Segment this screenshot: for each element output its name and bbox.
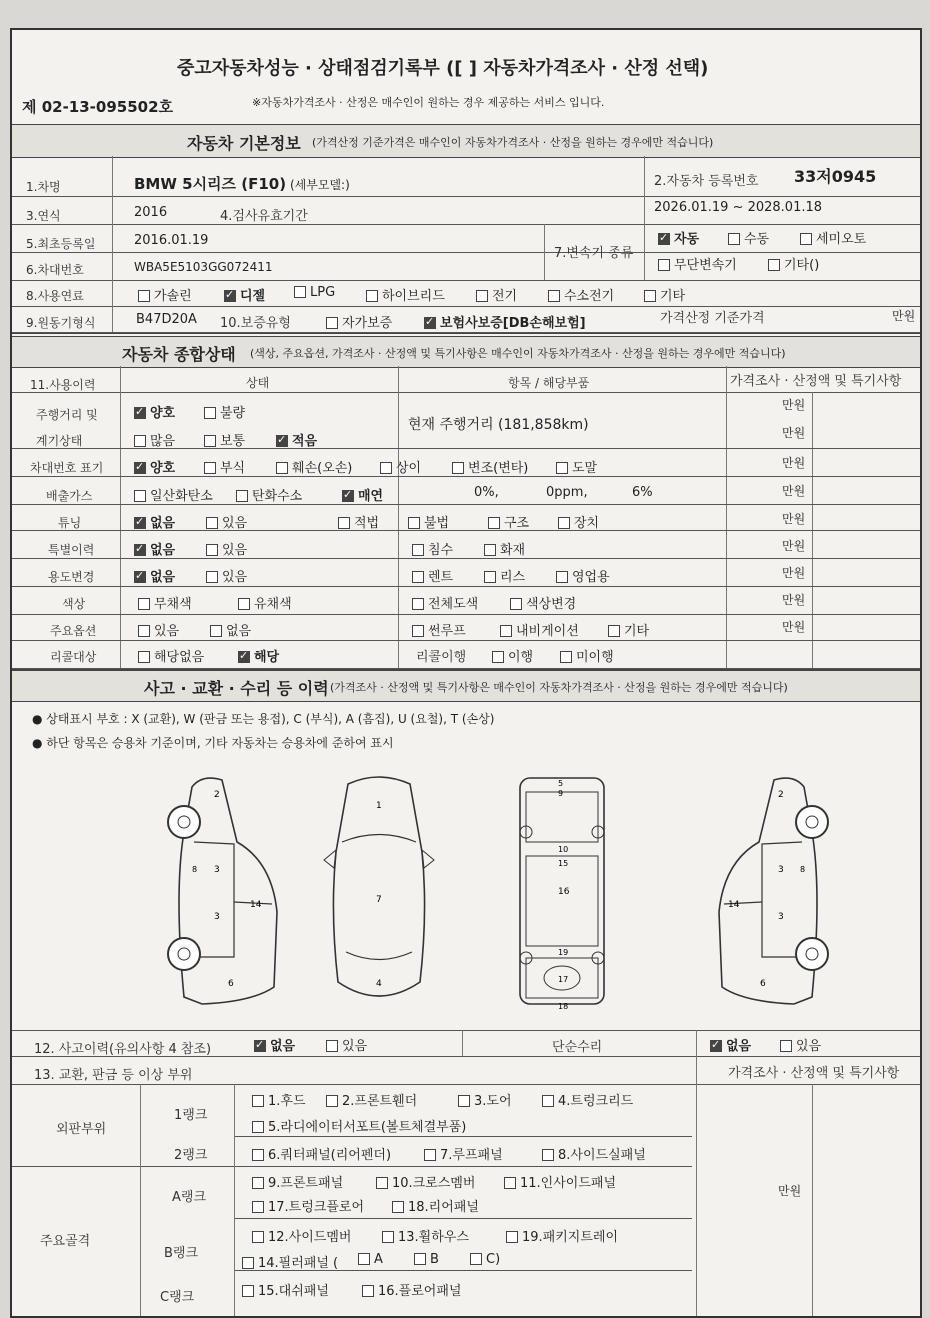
special-flood-option[interactable]: 침수 (412, 539, 453, 558)
car-frame-diagram (512, 772, 612, 1012)
option-navigation-checkbox[interactable] (500, 625, 512, 637)
fuel-lpg-checkbox[interactable] (294, 286, 306, 298)
emission-hc-checkbox[interactable] (236, 490, 248, 502)
color-chromatic-option[interactable]: 유채색 (238, 593, 292, 612)
part-trunk-lid[interactable]: 4.트렁크리드 (542, 1090, 633, 1109)
usechange-yes-checkbox[interactable] (206, 571, 218, 583)
gauge-label: 계기상태 (36, 434, 83, 448)
tuning-none-checkbox[interactable] (134, 517, 146, 529)
main-options-label: 주요옵션 (50, 624, 97, 638)
options-yes-option[interactable]: 있음 (138, 620, 179, 639)
warranty-self-checkbox[interactable] (326, 317, 338, 329)
trans-auto-checkbox[interactable] (658, 233, 670, 245)
accident-yes-checkbox[interactable] (326, 1040, 338, 1052)
svg-text:3: 3 (214, 865, 220, 875)
usechange-rent-checkbox[interactable] (412, 571, 424, 583)
rankA-label: A랭크 (172, 1190, 207, 1205)
special-fire-checkbox[interactable] (484, 544, 496, 556)
fuel-hybrid-option[interactable]: 하이브리드 (366, 285, 445, 304)
rankB-label: B랭크 (164, 1246, 199, 1261)
color-change-option[interactable]: 색상변경 (510, 593, 576, 612)
color-change-checkbox[interactable] (510, 598, 522, 610)
accident-title: 사고 · 교환 · 수리 등 이력 (144, 679, 329, 698)
status-note: (색상, 주요옵션, 가격조사 · 산정액 및 특기사항은 매수인이 자동차가격조사 · 산정을 원하는 경우에만 적습니다) (250, 347, 786, 360)
recall-done-checkbox[interactable] (492, 651, 504, 663)
usechange-lease-checkbox[interactable] (484, 571, 496, 583)
emission-hc-value: 0ppm, (546, 485, 588, 500)
usechange-business-checkbox[interactable] (556, 571, 568, 583)
tuning-price-unit: 만원 (782, 512, 806, 526)
emission-co-option[interactable]: 일산화탄소 (134, 485, 213, 504)
fuel-gasoline-checkbox[interactable] (138, 290, 150, 302)
part-pillar-panel[interactable]: 14.필러패널 ( (242, 1252, 338, 1271)
vin-price-unit: 만원 (782, 456, 806, 470)
simple-repair-label: 단순수리 (552, 1040, 603, 1055)
trans-manual-checkbox[interactable] (728, 233, 740, 245)
rank1-label: 1랭크 (174, 1108, 208, 1123)
document-number: 제 02-13-095502호 (22, 98, 174, 116)
vin-mismatch-option[interactable]: 상이 (380, 457, 421, 476)
trans-cvt-option[interactable]: 무단변속기 (658, 254, 737, 273)
price-base-unit: 만원 (892, 309, 916, 323)
emission-smoke-option[interactable]: ✓ 매연 (342, 485, 383, 504)
part-side-member[interactable]: 12.사이드멤버 (252, 1226, 351, 1245)
vin-value: WBA5E5103GG072411 (134, 260, 273, 274)
tuning-illegal-option[interactable]: 불법 (408, 512, 449, 531)
option-other-option[interactable]: 기타 (608, 620, 649, 639)
part-wheel-house[interactable]: 13.휠하우스 (382, 1226, 469, 1245)
tuning-yes-checkbox[interactable] (206, 517, 218, 529)
fuel-diesel-checkbox[interactable] (224, 290, 236, 302)
options-yes-checkbox[interactable] (138, 625, 150, 637)
accident-none-option[interactable]: ✓ 없음 (254, 1035, 295, 1054)
vin-marking-label: 차대번호 표기 (30, 461, 104, 475)
fuel-hydrogen-checkbox[interactable] (548, 290, 560, 302)
svg-text:4: 4 (376, 979, 382, 989)
warranty-self-option[interactable]: 자가보증 (326, 312, 392, 331)
color-label: 색상 (62, 597, 86, 611)
emission-label: 배출가스 (46, 489, 93, 503)
svg-text:19: 19 (558, 948, 569, 957)
use-change-label: 용도변경 (48, 570, 95, 584)
part-floor-panel[interactable]: 16.플로어패널 (362, 1280, 461, 1299)
accident-note: (가격조사 · 산정액 및 특기사항은 매수인이 자동차가격조사 · 산정을 원하는 경우에만 적습니다) (330, 681, 788, 694)
accident-yes-option[interactable]: 있음 (326, 1035, 367, 1054)
vin-smeared-checkbox[interactable] (556, 462, 568, 474)
part-hood[interactable]: 1.후드 (252, 1090, 306, 1109)
vin-altered-option[interactable]: 변조(변타) (452, 457, 528, 476)
tuning-structure-checkbox[interactable] (488, 517, 500, 529)
status-title: 자동차 종합상태 (122, 345, 236, 364)
main-frame-label: 주요골격 (40, 1234, 91, 1249)
odometer-bad-checkbox[interactable] (204, 407, 216, 419)
inspection-period: 2026.01.19 ~ 2028.01.18 (654, 200, 823, 215)
svg-text:15: 15 (558, 859, 569, 868)
rankC-label: C랭크 (160, 1290, 195, 1305)
usage-col-header: 11.사용이력 (30, 378, 96, 392)
document-title: 중고자동차성능 · 상태점검기록부 ([ ] 자동차가격조사 · 산정 선택) (177, 58, 709, 79)
svg-text:6: 6 (760, 979, 766, 989)
recall-none-checkbox[interactable] (138, 651, 150, 663)
odometer-reading: 현재 주행거리 (181,858km) (408, 417, 589, 433)
fuel-other-option[interactable]: 기타 (644, 285, 685, 304)
emission-hc-option[interactable]: 탄화수소 (236, 485, 302, 504)
first-reg-value: 2016.01.19 (134, 233, 209, 248)
vin-mismatch-checkbox[interactable] (380, 462, 392, 474)
inspection-label: 4.검사유효기간 (220, 209, 308, 224)
svg-text:9: 9 (558, 789, 564, 798)
reg-no-label: 2.자동차 등록번호 (654, 174, 759, 189)
trans-semi-auto-checkbox[interactable] (800, 233, 812, 245)
gauge-price-unit: 만원 (782, 426, 806, 440)
car-detail-model: (세부모델:) (290, 178, 350, 192)
usechange-price-unit: 만원 (782, 566, 806, 580)
engine-value: B47D20A (136, 312, 197, 327)
basic-info-title: 자동차 기본정보 (187, 134, 301, 153)
color-fullpaint-checkbox[interactable] (412, 598, 424, 610)
recall-applicable-option[interactable]: ✓ 해당 (238, 646, 279, 665)
fuel-other-checkbox[interactable] (644, 290, 656, 302)
recall-applicable-checkbox[interactable] (238, 651, 250, 663)
tuning-device-checkbox[interactable] (558, 517, 570, 529)
tuning-illegal-checkbox[interactable] (408, 517, 420, 529)
trans-semi-auto-option[interactable]: 세미오토 (800, 228, 866, 247)
recall-none-option[interactable]: 해당없음 (138, 646, 204, 665)
legend-symbols: ● 상태표시 부호 : X (교환), W (판금 또는 용접), C (부식), A (흠집), U (요철), T (손상) (32, 712, 495, 726)
svg-text:10: 10 (558, 845, 569, 854)
part-front-fender[interactable]: 2.프론트휀더 (326, 1090, 417, 1109)
vin-label: 6.차대번호 (26, 263, 84, 277)
trans-cvt-checkbox[interactable] (658, 259, 670, 271)
part-quarter-panel[interactable]: 6.쿼터패널(리어펜더) (252, 1144, 391, 1163)
transmission-label: 7.변속기 종류 (554, 246, 634, 261)
part-door[interactable]: 3.도어 (458, 1090, 512, 1109)
recall-not-done-checkbox[interactable] (560, 651, 572, 663)
fuel-hydrogen-option[interactable]: 수소전기 (548, 285, 614, 304)
vin-good-option[interactable]: ✓ 양호 (134, 457, 175, 476)
warranty-insurer-option[interactable]: ✓ 보험사보증[DB손해보험] (424, 312, 586, 331)
first-reg-label: 5.최초등록일 (26, 237, 96, 251)
fuel-lpg-option[interactable]: LPG (294, 285, 335, 300)
mileage-low-checkbox[interactable] (276, 435, 288, 447)
part-radiator-support[interactable]: 5.라디에이터서포트(볼트체결부품) (252, 1116, 466, 1135)
basic-info-header (12, 124, 920, 158)
mileage-high-option[interactable]: 많음 (134, 430, 175, 449)
vin-damaged-option[interactable]: 훼손(오손) (276, 457, 352, 476)
svg-text:2: 2 (214, 790, 220, 800)
special-fire-option[interactable]: 화재 (484, 539, 525, 558)
accident-history-label: 12. 사고이력(유의사항 4 참조) (34, 1042, 212, 1057)
car-top-diagram (320, 772, 438, 1012)
vin-corrosion-option[interactable]: 부식 (204, 457, 245, 476)
tuning-yes-option[interactable]: 있음 (206, 512, 247, 531)
trans-other-checkbox[interactable] (768, 259, 780, 271)
tuning-structure-option[interactable]: 구조 (488, 512, 529, 531)
car-name-label: 1.차명 (26, 180, 61, 194)
fuel-diesel-option[interactable]: ✓ 디젤 (224, 285, 265, 304)
repair-none-option[interactable]: ✓ 없음 (710, 1035, 751, 1054)
odometer-good-option[interactable]: ✓ 양호 (134, 402, 175, 421)
option-sunroof-option[interactable]: 썬루프 (412, 620, 466, 639)
mileage-normal-option[interactable]: 보통 (204, 430, 245, 449)
option-navigation-option[interactable]: 내비게이션 (500, 620, 579, 639)
status-header (12, 336, 920, 368)
basic-info-note: (가격산정 기준가격은 매수인이 자동차가격조사 · 산정을 원하는 경우에만 적습니다) (312, 136, 714, 149)
reg-no-value: 33저0945 (794, 167, 877, 186)
tuning-device-option[interactable]: 장치 (558, 512, 599, 531)
part-cross-member[interactable]: 10.크로스멤버 (376, 1172, 475, 1191)
mileage-low-option[interactable]: ✓ 적음 (276, 430, 317, 449)
usechange-rent-option[interactable]: 렌트 (412, 566, 453, 585)
part-trunk-floor[interactable]: 17.트렁크플로어 (252, 1196, 364, 1215)
parts-price-col: 가격조사 · 산정액 및 특기사항 (728, 1066, 900, 1081)
special-flood-checkbox[interactable] (412, 544, 424, 556)
parts-price-unit: 만원 (778, 1184, 802, 1198)
part-roof-panel[interactable]: 7.루프패널 (424, 1144, 503, 1163)
vin-good-checkbox[interactable] (134, 462, 146, 474)
part-front-panel[interactable]: 9.프론트패널 (252, 1172, 343, 1191)
part-package-tray[interactable]: 19.패키지트레이 (506, 1226, 618, 1245)
year-value: 2016 (134, 205, 168, 220)
vin-altered-checkbox[interactable] (452, 462, 464, 474)
engine-label: 9.원동기형식 (26, 316, 96, 330)
inspection-record-form (10, 28, 922, 1318)
warranty-insurer-checkbox[interactable] (424, 317, 436, 329)
item-col-header: 항목 / 해당부품 (508, 376, 590, 390)
options-no-option[interactable]: 없음 (210, 620, 251, 639)
price-col-header: 가격조사 · 산정액 및 특기사항 (730, 374, 902, 389)
outer-panel-label: 외판부위 (56, 1122, 107, 1137)
part-inside-panel[interactable]: 11.인사이드패널 (504, 1172, 616, 1191)
tuning-none-option[interactable]: ✓ 없음 (134, 512, 175, 531)
color-chromatic-checkbox[interactable] (238, 598, 250, 610)
recall-not-done-option[interactable]: 미이행 (560, 646, 614, 665)
option-sunroof-checkbox[interactable] (412, 625, 424, 637)
legend-note: ● 하단 항목은 승용차 기준이며, 기타 자동차는 승용차에 준하여 표시 (32, 736, 394, 750)
repair-none-checkbox[interactable] (710, 1040, 722, 1052)
option-other-checkbox[interactable] (608, 625, 620, 637)
part-pillar-a[interactable]: A (358, 1252, 383, 1267)
fuel-label: 8.사용연료 (26, 289, 84, 303)
vin-smeared-option[interactable]: 도말 (556, 457, 597, 476)
emission-co-value: 0%, (474, 485, 499, 500)
svg-text:1: 1 (376, 801, 382, 811)
part-pillar-b[interactable]: B (414, 1252, 439, 1267)
warranty-label: 10.보증유형 (220, 316, 291, 331)
accident-none-checkbox[interactable] (254, 1040, 266, 1052)
fuel-hybrid-checkbox[interactable] (366, 290, 378, 302)
odometer-label: 주행거리 및 (36, 408, 98, 422)
year-label: 3.연식 (26, 209, 61, 223)
trans-other-option[interactable]: 기타() (768, 254, 819, 273)
state-col-header: 상태 (246, 376, 270, 390)
recall-label: 리콜대상 (50, 650, 97, 664)
svg-text:14: 14 (728, 900, 740, 910)
mileage-high-checkbox[interactable] (134, 435, 146, 447)
repair-yes-option[interactable]: 있음 (780, 1035, 821, 1054)
special-none-checkbox[interactable] (134, 544, 146, 556)
emission-price-unit: 만원 (782, 484, 806, 498)
rank2-label: 2랭크 (174, 1148, 208, 1163)
part-pillar-c[interactable]: C) (470, 1252, 500, 1267)
vin-corrosion-checkbox[interactable] (204, 462, 216, 474)
color-achromatic-checkbox[interactable] (138, 598, 150, 610)
part-rear-panel[interactable]: 18.리어패널 (392, 1196, 479, 1215)
trans-manual-option[interactable]: 수동 (728, 228, 769, 247)
options-price-unit: 만원 (782, 620, 806, 634)
emission-smoke-value: 6% (632, 485, 653, 500)
usechange-lease-option[interactable]: 리스 (484, 566, 525, 585)
fuel-gasoline-option[interactable]: 가솔린 (138, 285, 192, 304)
svg-text:14: 14 (250, 900, 262, 910)
usechange-none-checkbox[interactable] (134, 571, 146, 583)
svg-text:17: 17 (558, 975, 569, 984)
svg-text:3: 3 (778, 865, 784, 875)
special-yes-option[interactable]: 있음 (206, 539, 247, 558)
svg-text:3: 3 (778, 912, 784, 922)
special-price-unit: 만원 (782, 539, 806, 553)
price-base-label: 가격산정 기준가격 (660, 311, 765, 326)
car-right-side-diagram (704, 772, 834, 1012)
svg-text:5: 5 (558, 779, 564, 788)
color-achromatic-option[interactable]: 무채색 (138, 593, 192, 612)
trans-auto-option[interactable]: ✓자동 (658, 228, 699, 247)
recall-done-label: 리콜이행 (416, 650, 467, 665)
usechange-business-option[interactable]: 영업용 (556, 566, 610, 585)
special-history-label: 특별이력 (48, 543, 95, 557)
svg-text:18: 18 (558, 1002, 569, 1011)
odometer-good-checkbox[interactable] (134, 407, 146, 419)
svg-text:8: 8 (192, 865, 198, 874)
tuning-legal-checkbox[interactable] (338, 517, 350, 529)
svg-text:2: 2 (778, 790, 784, 800)
special-none-option[interactable]: ✓ 없음 (134, 539, 175, 558)
parts-label: 13. 교환, 판금 등 이상 부위 (34, 1068, 193, 1083)
accident-header (12, 670, 920, 702)
car-left-side-diagram (162, 772, 292, 1012)
svg-text:6: 6 (228, 979, 234, 989)
usechange-yes-option[interactable]: 있음 (206, 566, 247, 585)
fuel-electric-option[interactable]: 전기 (476, 285, 517, 304)
color-price-unit: 만원 (782, 593, 806, 607)
odometer-price-unit: 만원 (782, 398, 806, 412)
repair-yes-checkbox[interactable] (780, 1040, 792, 1052)
fuel-electric-checkbox[interactable] (476, 290, 488, 302)
emission-co-checkbox[interactable] (134, 490, 146, 502)
vin-damaged-checkbox[interactable] (276, 462, 288, 474)
car-name-value: BMW 5시리즈 (F10) (134, 175, 287, 193)
part-dash-panel[interactable]: 15.대쉬패널 (242, 1280, 329, 1299)
emission-smoke-checkbox[interactable] (342, 490, 354, 502)
tuning-legal-option[interactable]: 적법 (338, 512, 379, 531)
special-yes-checkbox[interactable] (206, 544, 218, 556)
svg-text:7: 7 (376, 895, 382, 905)
color-fullpaint-option[interactable]: 전체도색 (412, 593, 478, 612)
options-no-checkbox[interactable] (210, 625, 222, 637)
svg-text:16: 16 (558, 887, 570, 897)
mileage-normal-checkbox[interactable] (204, 435, 216, 447)
part-side-sill[interactable]: 8.사이드실패널 (542, 1144, 646, 1163)
tuning-label: 튜닝 (58, 516, 82, 530)
svg-text:3: 3 (214, 912, 220, 922)
recall-done-option[interactable]: 이행 (492, 646, 533, 665)
service-note: ※자동차가격조사 · 산정은 매수인이 원하는 경우 제공하는 서비스 입니다. (252, 96, 605, 109)
svg-text:8: 8 (800, 865, 806, 874)
odometer-bad-option[interactable]: 불량 (204, 402, 245, 421)
usechange-none-option[interactable]: ✓ 없음 (134, 566, 175, 585)
